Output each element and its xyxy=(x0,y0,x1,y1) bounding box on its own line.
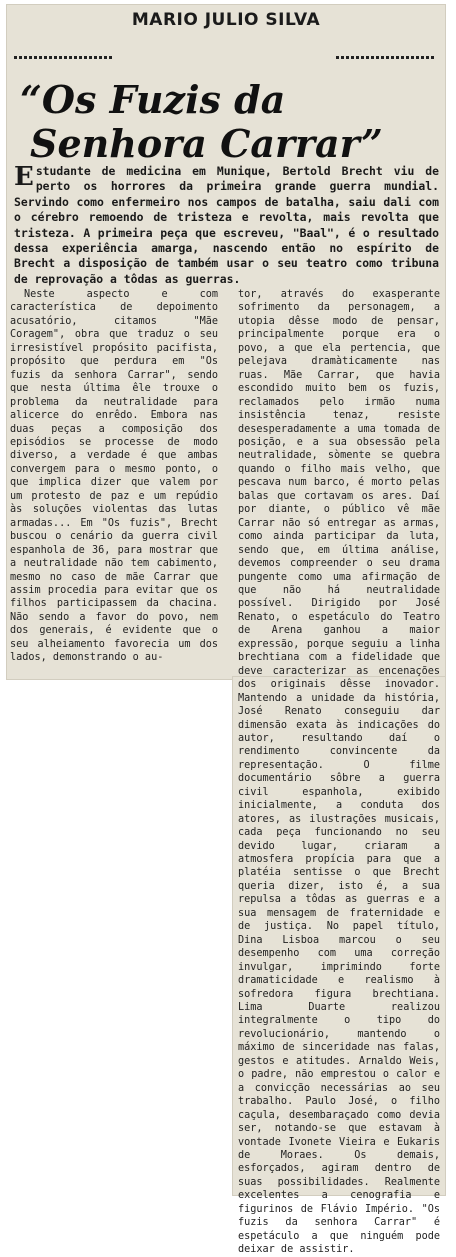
headline xyxy=(16,78,436,166)
drop-cap: E xyxy=(14,162,34,192)
article-column-1 xyxy=(10,288,218,665)
byline: MARIO JULIO SILVA xyxy=(131,10,321,30)
headline-line-1: “Os Fuzis da xyxy=(20,77,286,122)
column-1-text: Neste aspecto e com característica de depoimento acusatório, citamos "Mãe Coragem", obra que traduz o seu irresistível propósito pacifista, propósito que perdura em "Os fuzis da senhora Carrar", sendo que nesta última êle trouxe o problema da neutralidade para alicerce do enrêdo. Embora nas duas peças a composição dos episódios se processe de modo diverso, a verdade é que ambas convergem para o mesmo ponto, o que implica dizer que valem por um protesto de paz e um repúdio às soluções violentas das lutas armadas... Em "Os fuzis", Brecht buscou o cenário da guerra civil espanhola de 36, para mostrar que a neutralidade não tem cabimento, mesmo no caso de mãe Carrar que assim procedia para evitar que os filhos participassem da chacina. Não sendo a favor do povo, nem dos generais, é evidente que o seu alheiamento favorecia um dos lados, demonstrando o au- xyxy=(10,289,218,664)
column-2-text: tor, através do exasperante sofrimento da personagem, a utopia dêsse modo de pensar, principalmente porque era o povo, a que ela pertencia, que pelejava dramàticamente nas ruas. Mãe Carrar, que havia escondido muito bem os fuzis, reclamados pelo irmão numa insistência tenaz, resiste desesperadamente a uma tomada de posição, e a sua obsessão pela neutralidade, sòmente se quebra quando o filho mais velho, que pescava num barco, é morto pelas balas que cortavam os ares. Daí por diante, o público vê mãe Carrar não só entregar as armas, como ainda participar da luta, sendo que, em última análise, devemos compreender o seu drama pungente como uma afirmação de que não há neutralidade possível. Dirigido por José Renato, o espetáculo do Teatro de Arena ganhou a maior expressão, porque seguiu a linha brechtiana com a fidelidade que deve caracterizar as encenações dos originais dêsse inovador. Mantendo a unidade da história, José Renato conseguiu dar dimensão exata às indicações do autor, resultando daí o rendimento convincente da representação. O filme documentário sôbre a guerra civil espanhola, exibido inicialmente, a conduta dos atores, as ilustrações musicais, cada peça funcionando no seu devido lugar, criaram a atmosfera propícia para que a platéia sentisse o que Brecht queria dizer, isto é, a sua repulsa a tôdas as guerras e a sua mensagem de fraternidade e de justiça. No papel título, Dina Lisboa marcou o seu desempenho com uma correção invulgar, imprimindo forte dramaticidade e realismo à sofredora figura brechtiana. Lima Duarte realizou integralmente o tipo do revolucionário, mantendo o máximo de sinceridade nas falas, gestos e atitudes. Arnaldo Weis, o padre, não emprestou o calor e a convicção necessárias ao seu trabalho. Paulo José, o filho caçula, desembaraçado como devia ser, notando-se que estavam à vontade Ivonete Vieira e Eukaris de Moraes. Os demais, esforçados, agiram dentro de suas possibilidades. Realmente excelentes a cenografia e figurinos de Flávio Império. "Os fuzis da senhora Carrar" é espetáculo a que ninguém pode deixar de assistir. xyxy=(238,289,440,1256)
lead-paragraph xyxy=(14,164,439,287)
article-column-2 xyxy=(238,288,440,1257)
lead-text: studante de medicina em Munique, Bertold Brecht viu de perto os horrores da primeira grande guerra mundial. Servindo como enfermeiro nos campos de batalha, saiu dali com o cérebro remoendo de tristeza e revolta, mais revolta que tristeza. A primeira peça que escreveu, "Baal", é o resultado dessa experiência amarga, nascendo então no espírito de Brecht a disposição de também usar o seu teatro como tribuna de reprovação a tôdas as guerras. xyxy=(14,164,439,286)
decorative-rule-left xyxy=(14,56,114,59)
decorative-rule-right xyxy=(336,56,436,59)
headline-line-2: Senhora Carrar” xyxy=(30,121,383,166)
